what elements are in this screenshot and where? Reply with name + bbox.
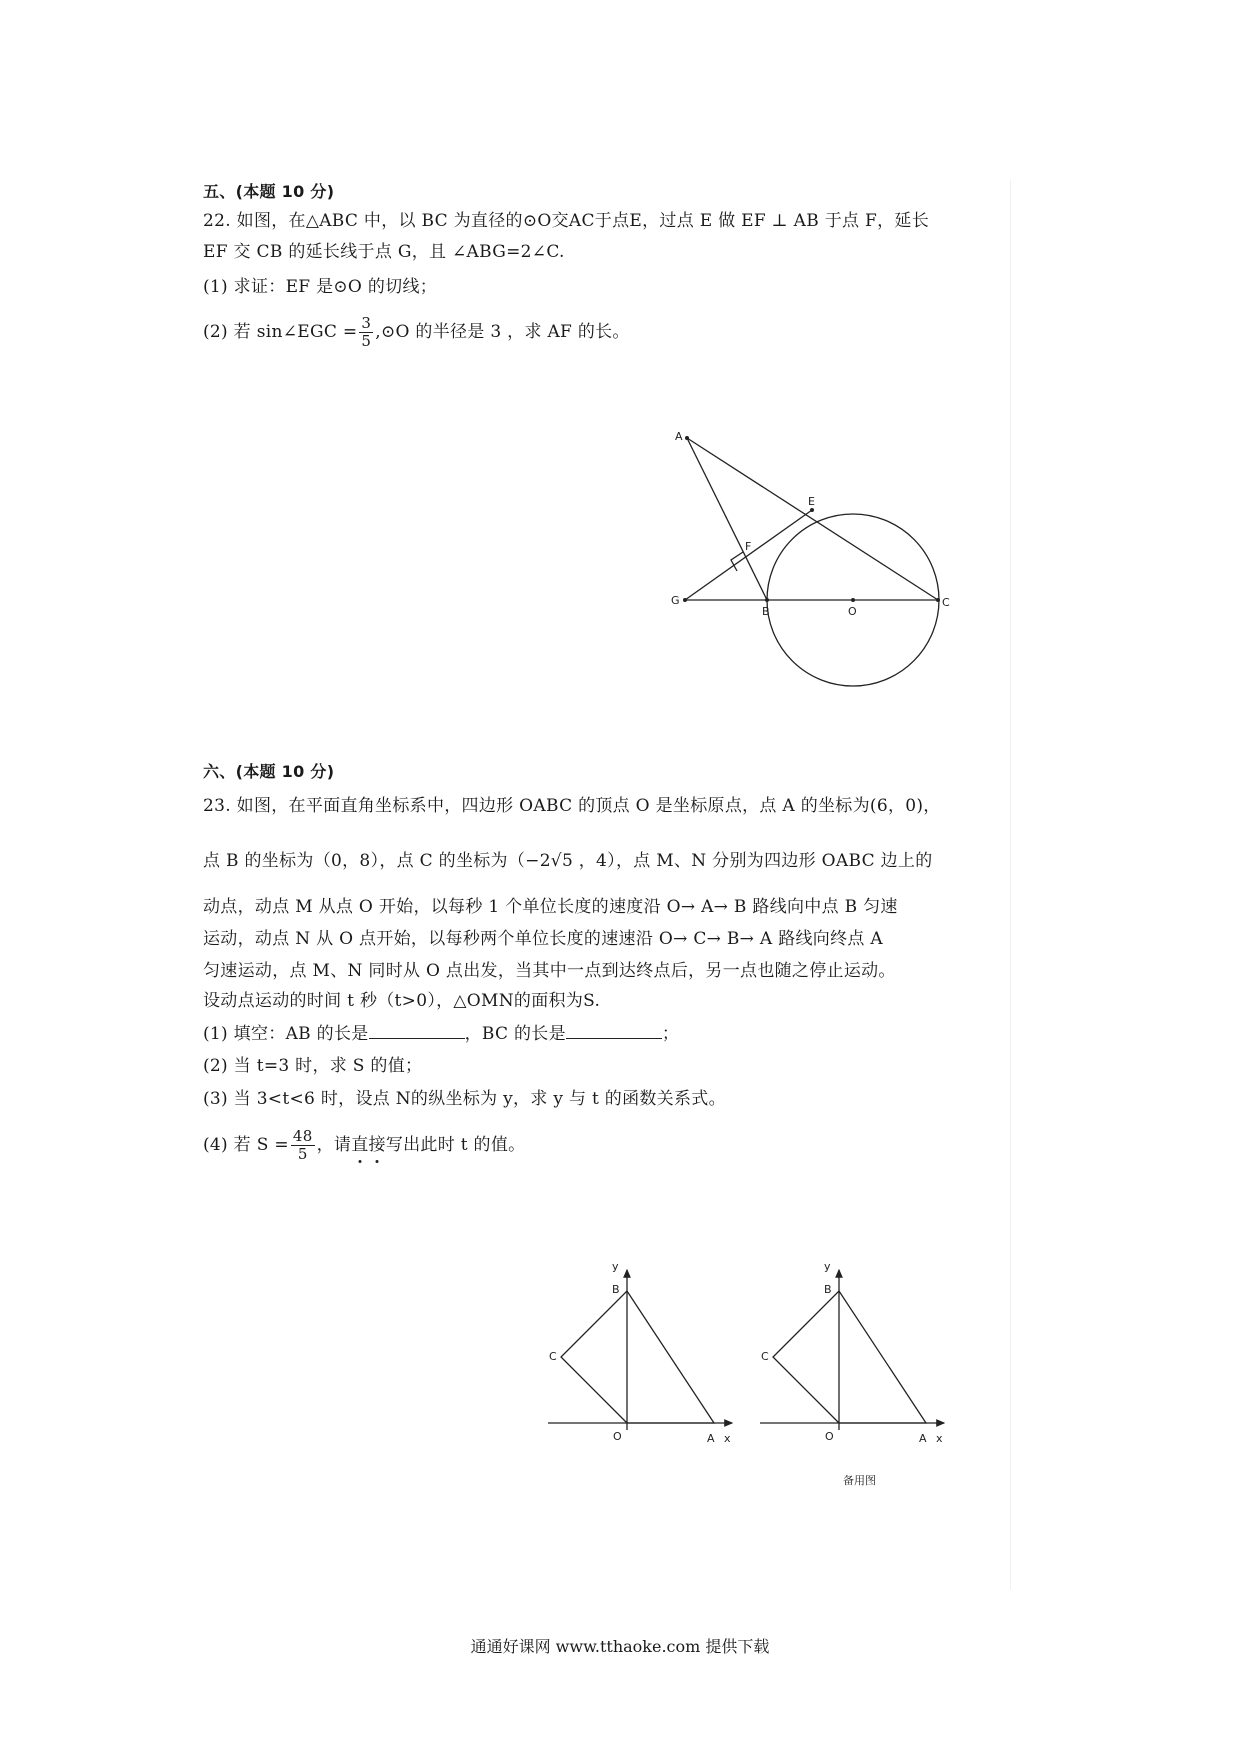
q22-fraction-numerator: 3 bbox=[361, 314, 372, 332]
q23-part-1-c: ； bbox=[661, 1024, 680, 1044]
graph-main bbox=[548, 1260, 732, 1445]
label-o: O bbox=[848, 605, 857, 618]
q23-part-4-suffix-a: ，请 bbox=[316, 1135, 352, 1155]
graph1-label-x: x bbox=[724, 1432, 731, 1445]
emphasis-char-2: 接 bbox=[368, 1135, 386, 1155]
q23-line-2: 点 B 的坐标为（0，8），点 C 的坐标为（−2√5 ，4），点 M、N 分别为四边形 OABC 边上的 bbox=[203, 851, 933, 871]
q22-part-2-suffix: ,⊙O 的半径是 3 ，求 AF 的长。 bbox=[375, 322, 630, 342]
graph2-label-c: C bbox=[761, 1350, 769, 1363]
label-b: B bbox=[762, 605, 770, 618]
q23-line-1: 23. 如图，在平面直角坐标系中，四边形 OABC 的顶点 O 是坐标原点，点 A 的坐标为(6，0)， bbox=[203, 796, 941, 816]
q22-part-2-prefix: (2) 若 sin∠EGC = bbox=[203, 322, 358, 342]
q23-fraction-denominator: 5 bbox=[297, 1145, 308, 1163]
q23-part-2: (2) 当 t=3 时，求 S 的值； bbox=[203, 1056, 423, 1076]
graph2-label-y: y bbox=[824, 1260, 831, 1273]
q23-part-4-suffix-b: 写出此时 t 的值。 bbox=[385, 1135, 526, 1155]
graph2-label-a: A bbox=[919, 1432, 927, 1445]
graph1-label-b: B bbox=[612, 1283, 620, 1296]
spare-figure-caption: 备用图 bbox=[843, 1474, 876, 1487]
q23-part-1-a: (1) 填空：AB 的长是 bbox=[203, 1024, 369, 1044]
emphasis-char-1: 直 bbox=[351, 1135, 369, 1155]
label-f: F bbox=[745, 540, 752, 553]
graph1-label-c: C bbox=[549, 1350, 557, 1363]
graph2-label-x: x bbox=[936, 1432, 943, 1445]
label-a: A bbox=[675, 430, 683, 443]
graph1-label-y: y bbox=[612, 1260, 619, 1273]
q22-line-1: 22. 如图，在△ABC 中，以 BC 为直径的⊙O交AC于点E，过点 E 做 EF ⊥ AB 于点 F，延长 bbox=[203, 211, 929, 231]
graph1-label-o: O bbox=[613, 1430, 622, 1443]
section-5-heading: 五、(本题 10 分) bbox=[203, 182, 335, 201]
label-e: E bbox=[808, 495, 815, 508]
q23-line-6: 设动点运动的时间 t 秒（t>0），△OMN的面积为S. bbox=[203, 991, 601, 1011]
q23-line-5: 匀速运动，点 M、N 同时从 O 点出发，当其中一点到达终点后，另一点也随之停止运动。 bbox=[203, 961, 896, 981]
q22-fraction-denominator: 5 bbox=[361, 332, 372, 350]
q23-part-4-prefix: (4) 若 S = bbox=[203, 1135, 289, 1155]
label-g: G bbox=[671, 594, 680, 607]
graph2-label-b: B bbox=[824, 1283, 832, 1296]
graph1-label-a: A bbox=[707, 1432, 715, 1445]
q23-part-3: (3) 当 3<t<6 时，设点 N的纵坐标为 y，求 y 与 t 的函数关系式。 bbox=[203, 1089, 726, 1109]
graph-spare bbox=[760, 1260, 944, 1487]
q23-line-4: 运动，动点 N 从 O 点开始，以每秒两个单位长度的速速沿 O→ C→ B→ A 路线向终点 A bbox=[203, 929, 883, 949]
q22-line-2: EF 交 CB 的延长线于点 G，且 ∠ABG=2∠C. bbox=[203, 242, 565, 262]
label-c: C bbox=[942, 596, 950, 609]
quadrilateral-oabc bbox=[561, 1291, 714, 1423]
q23-line-3: 动点，动点 M 从点 O 开始，以每秒 1 个单位长度的速度沿 O→ A→ B 路线向中点 B 匀速 bbox=[203, 897, 898, 917]
q23-fraction-numerator: 48 bbox=[292, 1127, 313, 1145]
section-6-heading: 六、(本题 10 分) bbox=[203, 762, 335, 781]
q22-part-1: (1) 求证：EF 是⊙O 的切线； bbox=[203, 277, 438, 297]
footer-source: 通通好课网 www.tthaoke.com 提供下载 bbox=[470, 1637, 770, 1656]
quadrilateral-oabc-spare bbox=[773, 1291, 926, 1423]
q23-part-1-b: ，BC 的长是 bbox=[464, 1024, 566, 1044]
graph2-label-o: O bbox=[825, 1430, 834, 1443]
